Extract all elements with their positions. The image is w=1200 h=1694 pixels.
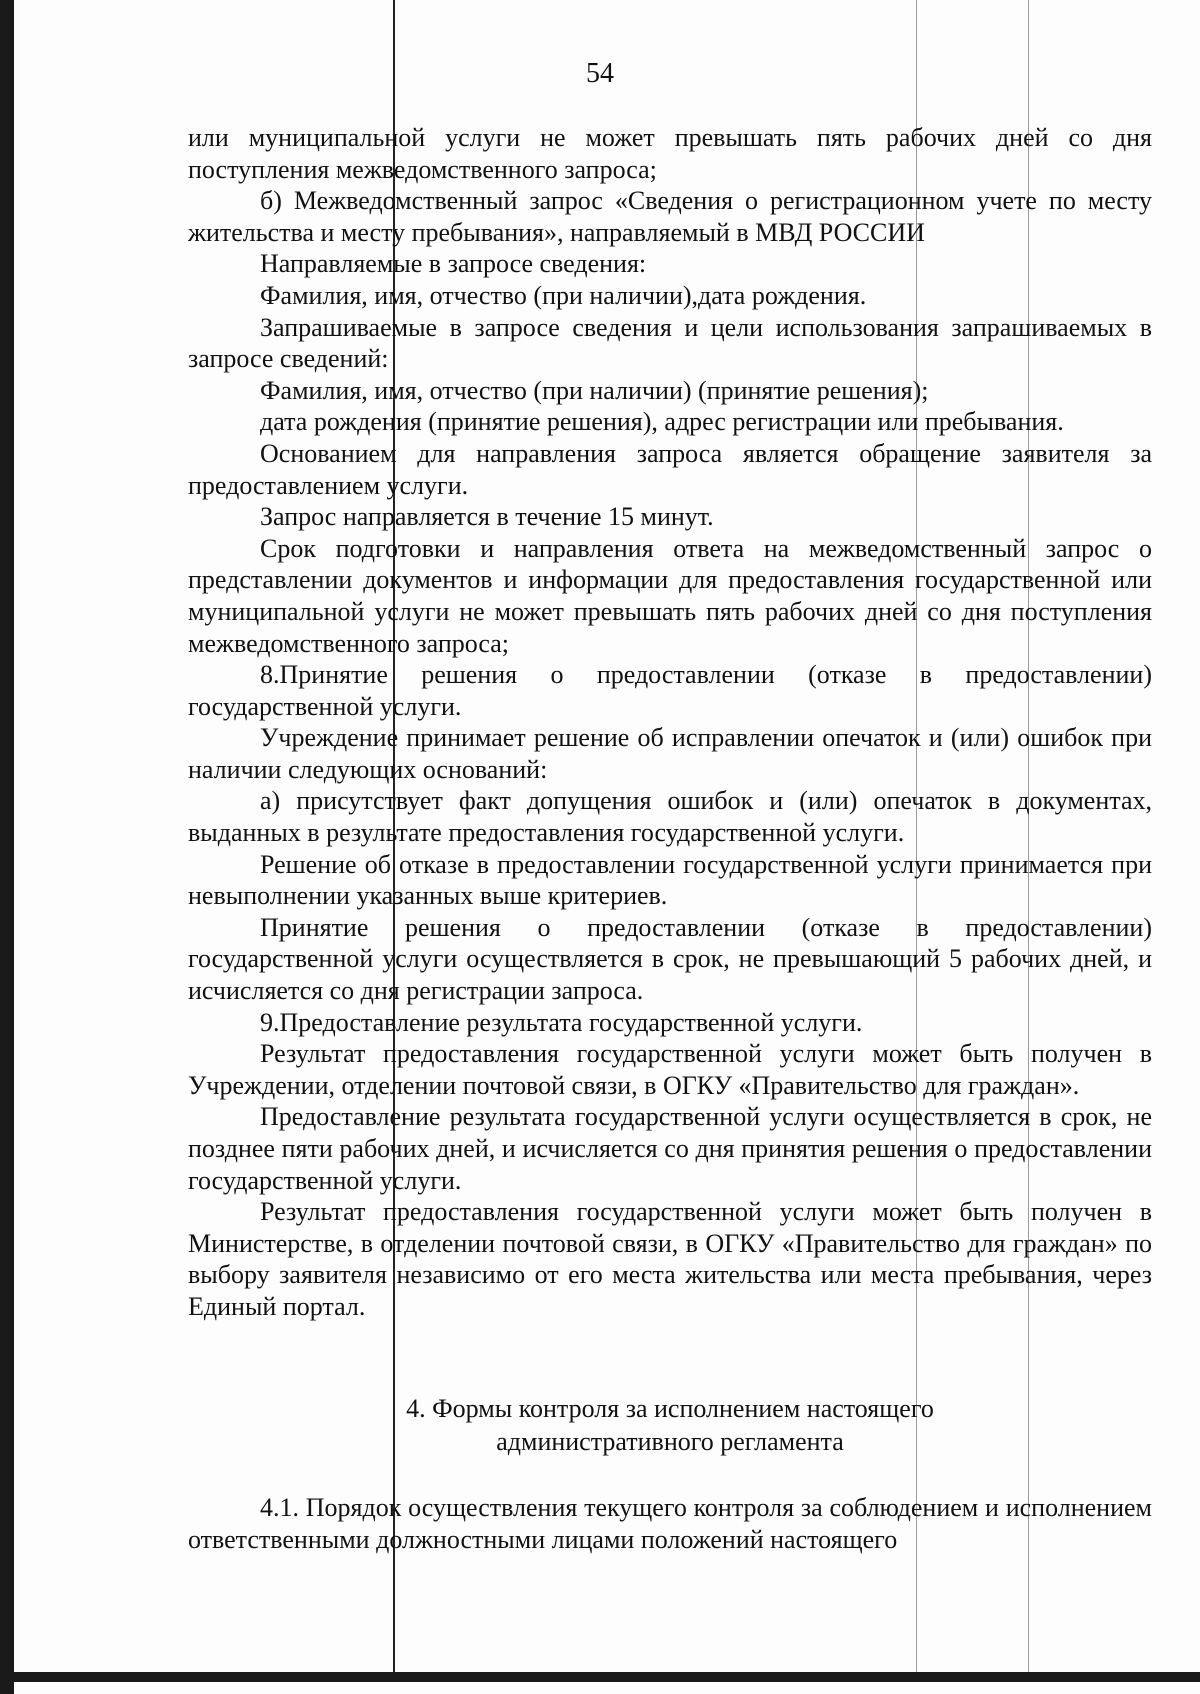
paragraph: Предоставление результата государственной услуги осуществляется в срок, не позднее пяти рабочих дней, и исчисляется со дня принятия решения о предоставлении государственной услуги. [188,1102,1152,1195]
page-number: 54 [586,58,614,89]
paragraph: Фамилия, имя, отчество (при наличии),дата рождения. [260,280,867,310]
section-heading [188,1392,1152,1458]
section-heading-line2: административного регламента [496,1427,844,1456]
scan-edge-bottom [0,1672,1200,1682]
document-body-continued [188,1492,1152,1556]
section-heading-line1: 4. Формы контроля за исполнением настоящего [406,1394,934,1423]
paragraph: Учреждение принимает решение об исправлении опечаток и (или) ошибок при наличии следующих оснований: [188,723,1152,784]
paragraph: Решение об отказе в предоставлении государственной услуги принимается при невыполнении указанных выше критериев. [188,849,1152,911]
paragraph: Запрашиваемые в запросе сведения и цели использования запрашиваемых в запросе сведений: [188,312,1152,374]
paragraph: а) присутствует факт допущения ошибок и (или) опечаток в документах, выданных в результате предоставления государственной услуги. [188,786,1152,848]
paragraph: Принятие решения о предоставлении (отказе в предоставлении) государственной услуги осуществляется в срок, не превышающий 5 рабочих дней, и исчисляется со дня регистрации запроса. [188,912,1152,1006]
paragraph: Результат предоставления государственной услуги может быть получен в Министерстве, в отделении почтовой связи, в ОГКУ «Правительство для граждан» по выбору заявителя независимо от его места жительства или места пребывания, через Единый портал. [188,1197,1152,1321]
paragraph: дата рождения (принятие решения), адрес регистрации или пребывания. [260,407,1064,437]
document-body [188,122,1152,1323]
paragraph: 8.Принятие решения о предоставлении (отказе в предоставлении) государственной услуги. [188,660,1152,721]
paragraph: Результат предоставления государственной услуги может быть получен в Учреждении, отделении почтовой связи, в ОГКУ «Правительство для граждан». [188,1039,1152,1100]
paragraph: Основанием для направления запроса является обращение заявителя за предоставлением услуги. [188,438,1152,500]
paragraph: или муниципальной услуги не может превышать пять рабочих дней со дня поступления межведомственного запроса; [188,123,1152,184]
paragraph: 9.Предоставление результата государственной услуги. [260,1007,863,1037]
paragraph: Запрос направляется в течение 15 минут. [260,502,714,532]
paragraph: Срок подготовки и направления ответа на межведомственный запрос о представлении документов и информации для предоставления государственной или муниципальной услуги не может превышать пять рабочих дней со дня поступления межведомственного запроса; [188,533,1152,658]
paragraph: Фамилия, имя, отчество (при наличии) (принятие решения); [260,375,929,405]
paragraph: 4.1. Порядок осуществления текущего контроля за соблюдением и исполнением ответственными должностными лицами положений настоящего [188,1493,1152,1554]
paragraph: Направляемые в запросе сведения: [260,249,647,279]
paragraph: б) Межведомственный запрос «Сведения о регистрационном учете по месту жительства и месту пребывания», направляемый в МВД РОССИИ [188,186,1152,247]
scan-edge-left [0,0,14,1694]
